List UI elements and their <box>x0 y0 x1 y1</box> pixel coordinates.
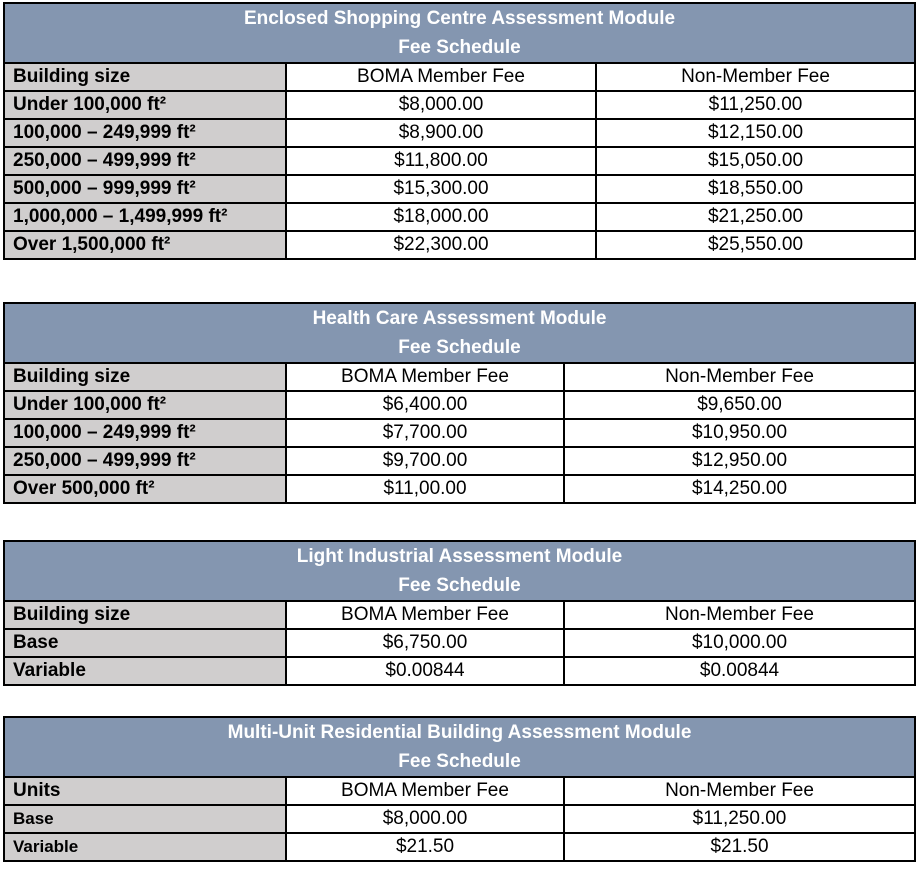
non-member-fee-cell: $9,650.00 <box>564 391 915 419</box>
member-fee-cell: $8,000.00 <box>286 805 564 833</box>
member-fee-cell: $18,000.00 <box>286 203 596 231</box>
col-header-non-member-fee: Non-Member Fee <box>564 601 915 629</box>
table-row <box>4 833 915 861</box>
table-row <box>4 119 915 147</box>
member-fee-cell: $11,00.00 <box>286 475 564 503</box>
row-label: Base <box>4 629 286 657</box>
non-member-fee-cell: $21,250.00 <box>596 203 915 231</box>
non-member-fee-cell: $25,550.00 <box>596 231 915 259</box>
row-label: Variable <box>4 657 286 685</box>
table-row <box>4 657 915 685</box>
non-member-fee-cell: $10,000.00 <box>564 629 915 657</box>
shopping-centre-fee-table <box>3 2 916 260</box>
member-fee-cell: $8,900.00 <box>286 119 596 147</box>
table-title-line1: Health Care Assessment Module <box>312 308 607 329</box>
non-member-fee-cell: $0.00844 <box>564 657 915 685</box>
table-title-line2: Fee Schedule <box>398 751 521 772</box>
table-title-line1: Light Industrial Assessment Module <box>296 546 623 567</box>
table-row <box>4 447 915 475</box>
member-fee-cell: $6,400.00 <box>286 391 564 419</box>
col-header-building-size: Building size <box>4 63 286 91</box>
col-header-member-fee: BOMA Member Fee <box>286 777 564 805</box>
light-industrial-fee-table <box>3 540 916 686</box>
table-row <box>4 91 915 119</box>
row-label: Variable <box>4 833 286 861</box>
header-row <box>4 363 915 391</box>
col-header-building-size: Building size <box>4 601 286 629</box>
member-fee-cell: $9,700.00 <box>286 447 564 475</box>
col-header-member-fee: BOMA Member Fee <box>286 363 564 391</box>
row-label: 250,000 – 499,999 ft² <box>4 447 286 475</box>
non-member-fee-cell: $12,950.00 <box>564 447 915 475</box>
non-member-fee-cell: $15,050.00 <box>596 147 915 175</box>
col-header-member-fee: BOMA Member Fee <box>286 63 596 91</box>
row-label: Over 1,500,000 ft² <box>4 231 286 259</box>
member-fee-cell: $11,800.00 <box>286 147 596 175</box>
non-member-fee-cell: $14,250.00 <box>564 475 915 503</box>
table-title <box>4 303 915 363</box>
table-title <box>4 717 915 777</box>
table-row <box>4 629 915 657</box>
member-fee-cell: $8,000.00 <box>286 91 596 119</box>
non-member-fee-cell: $10,950.00 <box>564 419 915 447</box>
table-row <box>4 175 915 203</box>
col-header-non-member-fee: Non-Member Fee <box>564 777 915 805</box>
col-header-non-member-fee: Non-Member Fee <box>596 63 915 91</box>
member-fee-cell: $15,300.00 <box>286 175 596 203</box>
member-fee-cell: $0.00844 <box>286 657 564 685</box>
header-row <box>4 601 915 629</box>
table-row <box>4 475 915 503</box>
table-title <box>4 3 915 63</box>
header-row <box>4 777 915 805</box>
header-row <box>4 63 915 91</box>
non-member-fee-cell: $18,550.00 <box>596 175 915 203</box>
col-header-building-size: Building size <box>4 363 286 391</box>
row-label: 500,000 – 999,999 ft² <box>4 175 286 203</box>
table-title-line2: Fee Schedule <box>398 575 521 596</box>
table-title-line2: Fee Schedule <box>398 337 521 358</box>
non-member-fee-cell: $12,150.00 <box>596 119 915 147</box>
table-title-line1: Enclosed Shopping Centre Assessment Module <box>243 8 676 29</box>
table-row <box>4 391 915 419</box>
table-title-line2: Fee Schedule <box>398 37 521 58</box>
row-label: Under 100,000 ft² <box>4 391 286 419</box>
col-header-units: Units <box>4 777 286 805</box>
table-row <box>4 419 915 447</box>
row-label: 1,000,000 – 1,499,999 ft² <box>4 203 286 231</box>
row-label: 100,000 – 249,999 ft² <box>4 419 286 447</box>
non-member-fee-cell: $11,250.00 <box>564 805 915 833</box>
table-title-line1: Multi-Unit Residential Building Assessment Module <box>227 722 692 743</box>
member-fee-cell: $6,750.00 <box>286 629 564 657</box>
table-row <box>4 231 915 259</box>
multi-unit-residential-fee-table <box>3 716 916 862</box>
row-label: Base <box>4 805 286 833</box>
table-row <box>4 805 915 833</box>
non-member-fee-cell: $11,250.00 <box>596 91 915 119</box>
table-row <box>4 147 915 175</box>
row-label: 100,000 – 249,999 ft² <box>4 119 286 147</box>
row-label: 250,000 – 499,999 ft² <box>4 147 286 175</box>
member-fee-cell: $22,300.00 <box>286 231 596 259</box>
health-care-fee-table <box>3 302 916 504</box>
table-row <box>4 203 915 231</box>
col-header-non-member-fee: Non-Member Fee <box>564 363 915 391</box>
member-fee-cell: $7,700.00 <box>286 419 564 447</box>
row-label: Under 100,000 ft² <box>4 91 286 119</box>
member-fee-cell: $21.50 <box>286 833 564 861</box>
non-member-fee-cell: $21.50 <box>564 833 915 861</box>
row-label: Over 500,000 ft² <box>4 475 286 503</box>
col-header-member-fee: BOMA Member Fee <box>286 601 564 629</box>
table-title <box>4 541 915 601</box>
